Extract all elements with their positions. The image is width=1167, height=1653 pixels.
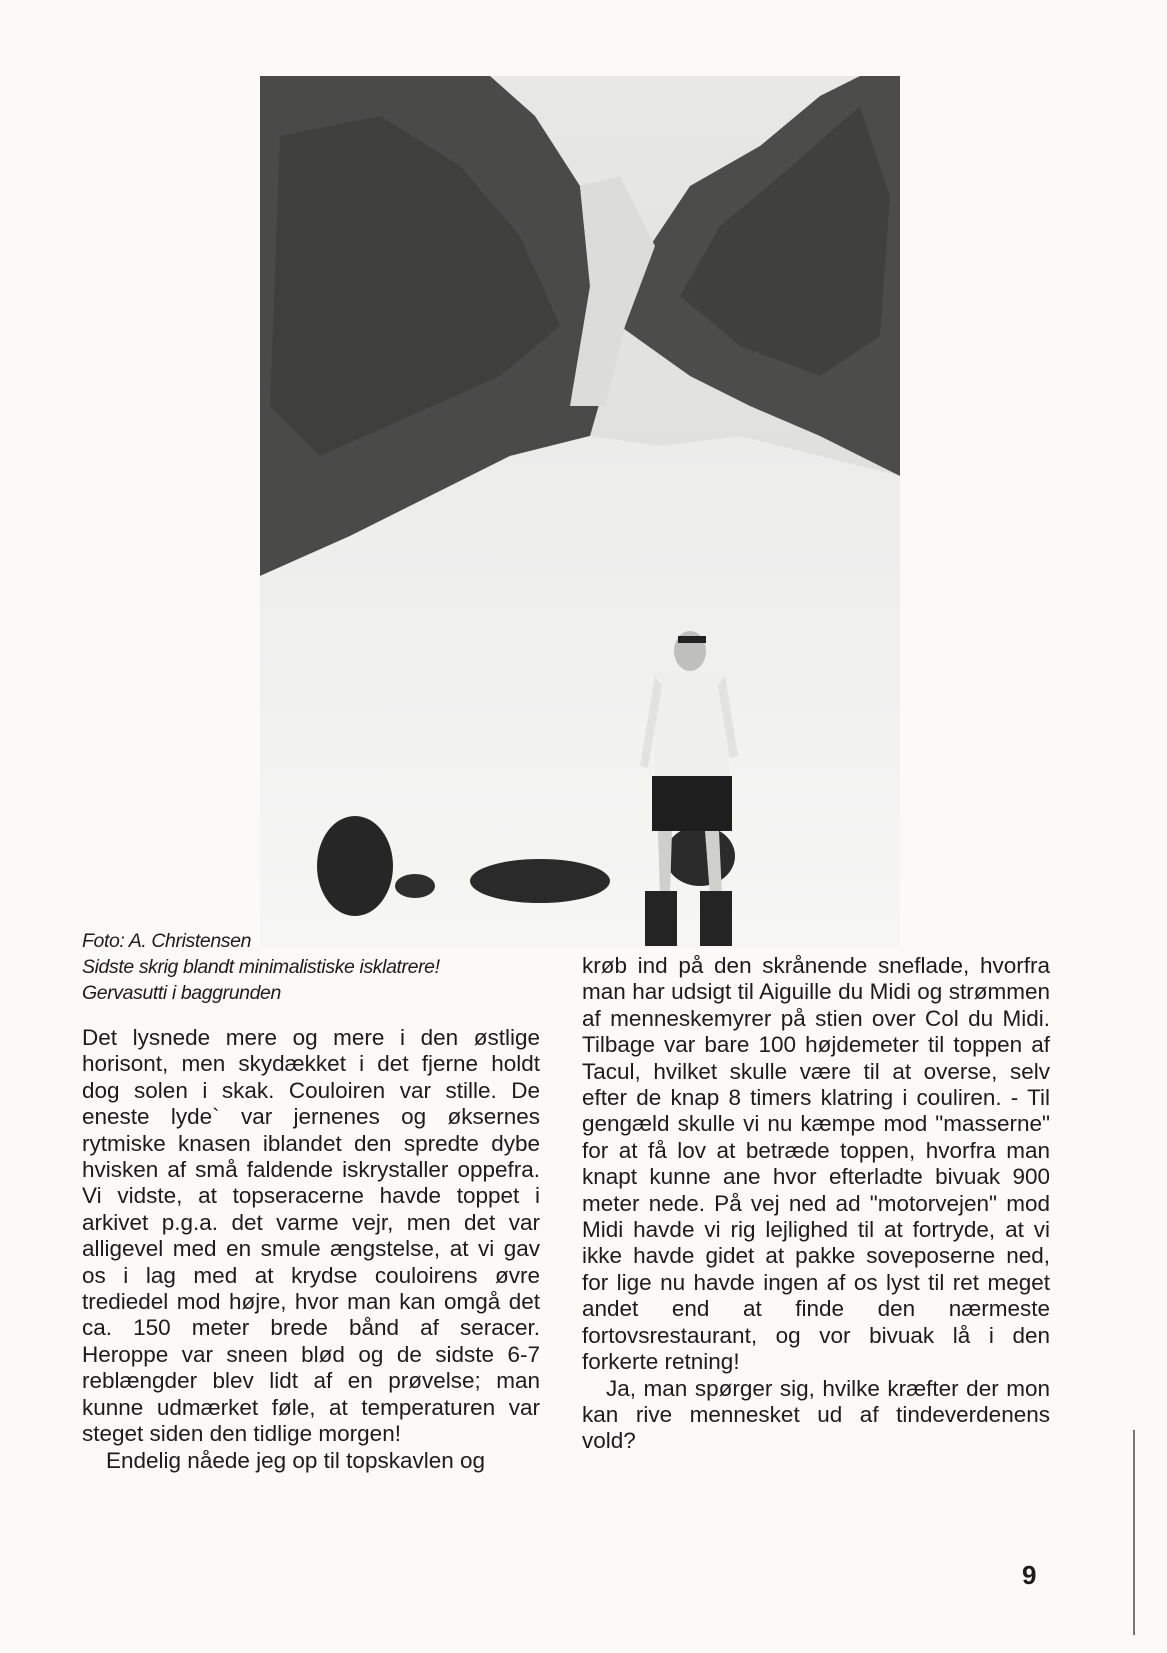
paragraph: Endelig nåede jeg op til topskavlen og xyxy=(106,1447,486,1473)
caption-line: Gervasutti i baggrunden xyxy=(82,982,281,1004)
text-column-left xyxy=(82,1025,540,1474)
text-column-right xyxy=(582,953,1050,1455)
page-edge-line xyxy=(1133,1430,1135,1635)
photo-image xyxy=(260,76,900,948)
photo-caption xyxy=(82,928,542,1006)
paragraph: Ja, man spørger sig, hvilke kræfter der mon kan rive mennesket ud af tindeverdenens vold? xyxy=(582,1375,1050,1454)
page-number: 9 xyxy=(1022,1560,1037,1590)
photo-credit: Foto: A. Christensen xyxy=(82,930,252,952)
caption-line: Sidste skrig blandt minimalistiske isklatrere! xyxy=(82,956,440,978)
paragraph: krøb ind på den skrånende sneflade, hvorfra man har udsigt til Aiguille du Midi og strømmen af menneskemyrer på stien over Col du Midi. Tilbage var bare 100 højdemeter til toppen af Tacul, hvilket skulle være til at overse, selv efter de knap 8 timers klatring i couliren. - Til gengæld skulle vi nu kæmpe mod "masserne" for at få lov at betræde toppen, hvorfra man knapt kunne ane hvor efterladte bivuak 900 meter nede. På vej ned ad "motorvejen" mod Midi havde vi rig lejlighed til at fortryde, at vi ikke havde gidet at pakke soveposerne ned, for lige nu havde ingen af os lyst til ret meget andet end at finde den nærmeste fortovsrestaurant, og vor bivuak lå i den forkerte retning! xyxy=(582,953,1050,1375)
paragraph: Det lysnede mere og mere i den østlige horisont, men skydækket i det fjerne holdt dog solen i skak. Couloiren var stille. De eneste lyde` var jernenes og øksernes rytmiske knasen iblandet den spredte dybe hvisken af små faldende iskrystaller oppefra. Vi vidste, at topseracerne havde toppet i arkivet p.g.a. det varme vejr, men det var alligevel med en smule ængstelse, at vi gav os i lag med at krydse couloirens øvre trediedel mod højre, hvor man kan omgå det ca. 150 meter brede bånd af seracer. Heroppe var sneen blød og de sidste 6-7 reblængder blev lidt af en prøvelse; man kunne udmærket føle, at temperaturen var steget siden den tidlige morgen! xyxy=(82,1025,540,1447)
photo-climber-couloir xyxy=(260,76,900,948)
